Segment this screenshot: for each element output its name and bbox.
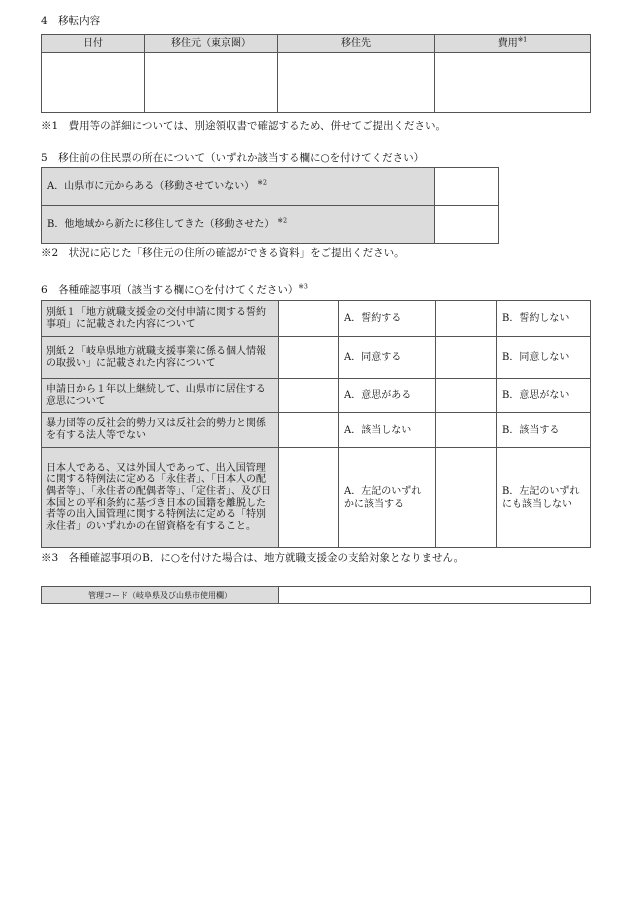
confirmation-check-2a[interactable] <box>279 337 339 379</box>
header-origin: 移住元（東京圏） <box>145 35 278 53</box>
confirmation-option-1b: B．誓約しない <box>497 301 591 337</box>
confirmation-check-1b[interactable] <box>436 301 497 337</box>
confirmation-check-5b[interactable] <box>436 448 497 548</box>
residence-option-b-mark: ※2 <box>277 216 288 225</box>
confirmation-row-3 <box>42 379 591 413</box>
admin-code-row <box>42 587 591 604</box>
note-1: ※1 費用等の詳細については、別途領収書で確認するため、併せてご提出ください。 <box>41 120 447 132</box>
confirmation-check-2b[interactable] <box>436 337 497 379</box>
confirmation-label-1: 別紙１「地方就職支援金の交付申請に関する誓約事項」に記載された内容について <box>42 301 279 337</box>
residence-option-a <box>42 168 435 206</box>
transfer-table-header <box>42 35 591 53</box>
cost-footnote-mark: ※1 <box>517 35 528 44</box>
header-cost <box>435 35 591 53</box>
residence-row-a <box>42 168 499 206</box>
residence-option-a-mark: ※2 <box>257 178 268 187</box>
section6-heading-text: 6 各種確認事項（該当する欄に○を付けてください） <box>41 284 299 296</box>
confirmation-check-1a[interactable] <box>279 301 339 337</box>
confirmation-option-4b: B．該当する <box>497 413 591 448</box>
confirmation-option-4a: A．該当しない <box>339 413 436 448</box>
transfer-table <box>41 34 591 113</box>
admin-code-label: 管理コード（岐阜県及び山県市使用欄） <box>42 587 279 604</box>
confirmation-row-2 <box>42 337 591 379</box>
confirmation-check-4a[interactable] <box>279 413 339 448</box>
residence-row-b <box>42 206 499 244</box>
residence-check-a[interactable] <box>435 168 499 206</box>
confirmation-check-4b[interactable] <box>436 413 497 448</box>
confirmation-row-4 <box>42 413 591 448</box>
confirmation-check-3a[interactable] <box>279 379 339 413</box>
transfer-entry-row <box>42 53 591 113</box>
confirmation-option-5b: B．左記のいずれにも該当しない <box>497 448 591 548</box>
residence-check-b[interactable] <box>435 206 499 244</box>
confirmation-label-2: 別紙２「岐阜県地方就職支援事業に係る個人情報の取扱い」に記載された内容について <box>42 337 279 379</box>
confirmation-option-3a: A．意思がある <box>339 379 436 413</box>
confirmation-option-3b: B．意思がない <box>497 379 591 413</box>
cost-cell[interactable] <box>435 53 591 113</box>
origin-cell[interactable] <box>145 53 278 113</box>
section5-heading: 5 移住前の住民票の所在について（いずれか該当する欄に○を付けてください） <box>41 152 425 164</box>
header-destination: 移住先 <box>278 35 435 53</box>
confirmation-row-1 <box>42 301 591 337</box>
residence-option-b-text: B．他地域から新たに移住してきた（移動させた） <box>47 219 275 230</box>
confirmation-label-5: 日本人である、又は外国人であって、出入国管理に関する特例法に定める「永住者」、「日本人の配偶者等」、「永住者の配偶者等」、「定住者」、及び日本国との平和条約に基づき日本の国籍を離脱した者等の出入国管理に関する特例法に定める「特別永住者」のいずれかの在留資格を有すること。 <box>42 448 279 548</box>
residence-option-a-text: A．山県市に元からある（移動させていない） <box>47 181 255 192</box>
confirmation-check-3b[interactable] <box>436 379 497 413</box>
confirmation-option-2b: B．同意しない <box>497 337 591 379</box>
confirmation-option-5a: A．左記のいずれかに該当する <box>339 448 436 548</box>
section4-heading: 4 移転内容 <box>41 15 101 27</box>
header-date: 日付 <box>42 35 145 53</box>
destination-cell[interactable] <box>278 53 435 113</box>
confirmation-label-3: 申請日から１年以上継続して、山県市に居住する意思について <box>42 379 279 413</box>
section6-heading-mark: ※3 <box>298 282 308 291</box>
confirmation-option-1a: A．誓約する <box>339 301 436 337</box>
residence-table <box>41 167 499 244</box>
admin-code-field[interactable] <box>279 587 591 604</box>
note-2: ※2 状況に応じた「移住元の住所の確認ができる資料」をご提出ください。 <box>41 247 405 259</box>
confirmation-table <box>41 300 591 548</box>
note-3: ※3 各種確認事項のB．に○を付けた場合は、地方就職支援金の支給対象となりません。 <box>41 552 465 564</box>
confirmation-option-2a: A．同意する <box>339 337 436 379</box>
admin-code-table <box>41 586 591 604</box>
confirmation-row-5 <box>42 448 591 548</box>
confirmation-check-5a[interactable] <box>279 448 339 548</box>
section6-heading <box>41 284 308 297</box>
residence-option-b <box>42 206 435 244</box>
confirmation-label-4: 暴力団等の反社会的勢力又は反社会的勢力と関係を有する法人等でない <box>42 413 279 448</box>
date-cell[interactable] <box>42 53 145 113</box>
header-cost-label: 費用 <box>497 38 518 49</box>
